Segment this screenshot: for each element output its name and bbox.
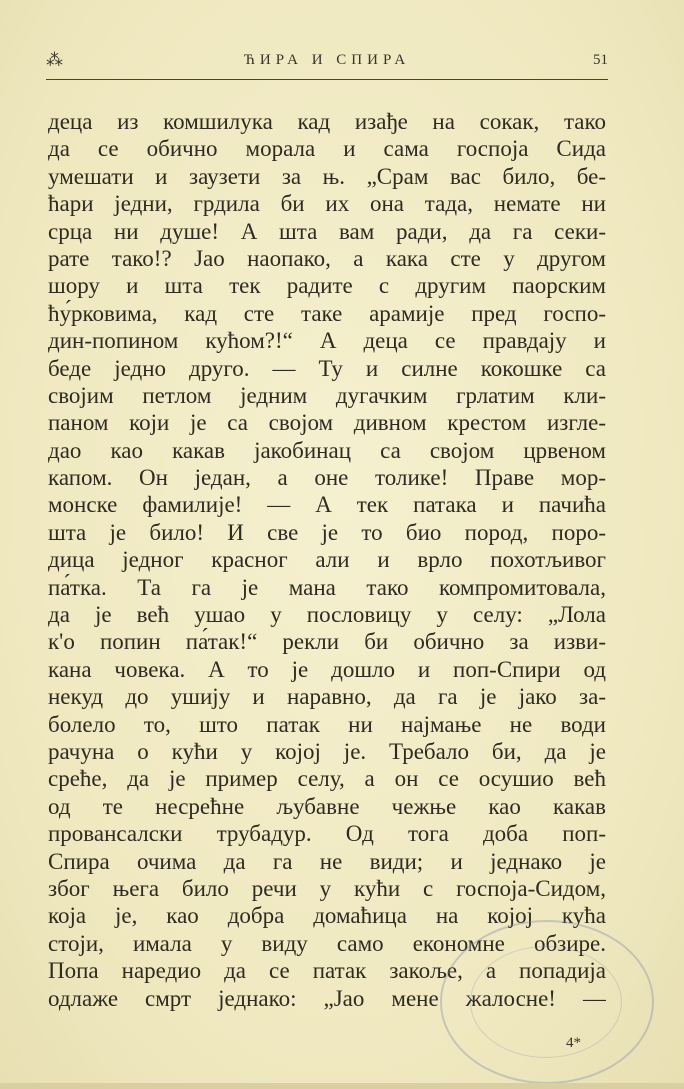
text-line: к'о попин па́так!“ рекли би обично за изви- — [48, 629, 606, 655]
text-line: својим петлом једним дугачким грлатим кли- — [48, 382, 606, 408]
text-line: умешати и заузети за њ. „Срам вас било, бе- — [48, 163, 606, 189]
text-line: рачуна о кући у којој је. Требало би, да је — [48, 738, 606, 764]
text-line: беде једно друго. — Ту и силне кокошке са — [48, 355, 606, 381]
text-line: шта је било! И све је то био пород, поро- — [48, 519, 606, 545]
text-line: па́тка. Та га је мана тако компромитовала, — [48, 574, 606, 600]
text-line: да је већ ушао у пословицу у селу: „Лола — [48, 602, 606, 628]
running-title: ЋИРА И СПИРА — [243, 52, 411, 68]
page-bottom-edge — [0, 1083, 684, 1089]
text-line: болело то, што патак ни најмање не води — [48, 711, 606, 737]
text-line: капом. Он један, а оне толике! Праве мор- — [48, 465, 606, 491]
text-line: одлаже смрт једнако: „Јао мене жалосне! — — [48, 985, 606, 1011]
text-line: стоји, имала у виду само економне обзире. — [48, 930, 606, 956]
ornament-icon: ⁂ — [46, 50, 66, 69]
text-line: која је, као добра домаћица на којој кућа — [48, 903, 606, 929]
text-line: деца из комшилука кад изађе на сокак, тако — [48, 109, 606, 134]
text-line: дин-попином кућом?!“ А деца се правдају и — [48, 328, 606, 354]
text-line: од те несрећне љубавне чежње као какав — [48, 793, 606, 819]
text-line: рате тако!? Јао наопако, а кака сте у другом — [48, 245, 606, 271]
text-line: провансалски трубадур. Од тога доба поп- — [48, 821, 606, 847]
text-line: Попа наредио да се патак закоље, а попадија — [48, 958, 606, 984]
text-line: кана човека. А то је дошло и поп-Спири од — [48, 656, 606, 682]
text-line: срца ни душе! А шта вам ради, да га секи- — [48, 218, 606, 244]
body-text — [48, 108, 606, 1012]
text-line: дица једног красног али и врло похотљивог — [48, 547, 606, 573]
text-line: ћу́рковима, кад сте таке арамије пред госпо- — [48, 300, 606, 326]
text-line: монске фамилије! — А тек патака и пачића — [48, 492, 606, 518]
signature-mark: 4* — [566, 1035, 581, 1051]
running-header — [46, 50, 608, 76]
text-line: због њега било речи у кући с госпоја-Сидом, — [48, 875, 606, 901]
text-line: паном који је са својом дивном крестом изгле- — [48, 410, 606, 436]
text-line: среће, да је пример селу, а он се осушио већ — [48, 766, 606, 792]
text-line: Спира очима да га не види; и једнако је — [48, 848, 606, 874]
text-line: шору и шта тек радите с другим паорским — [48, 273, 606, 299]
header-rule — [46, 79, 608, 80]
text-line: да се обично морала и сама госпоја Сида — [48, 136, 606, 162]
text-line: дао као какав јакобинац са својом црвеном — [48, 437, 606, 463]
text-line: некуд до ушију и наравно, да га је јако за- — [48, 684, 606, 710]
page-number: 51 — [593, 52, 608, 68]
text-line: ћари једни, грдила би их она тада, немате ни — [48, 191, 606, 217]
